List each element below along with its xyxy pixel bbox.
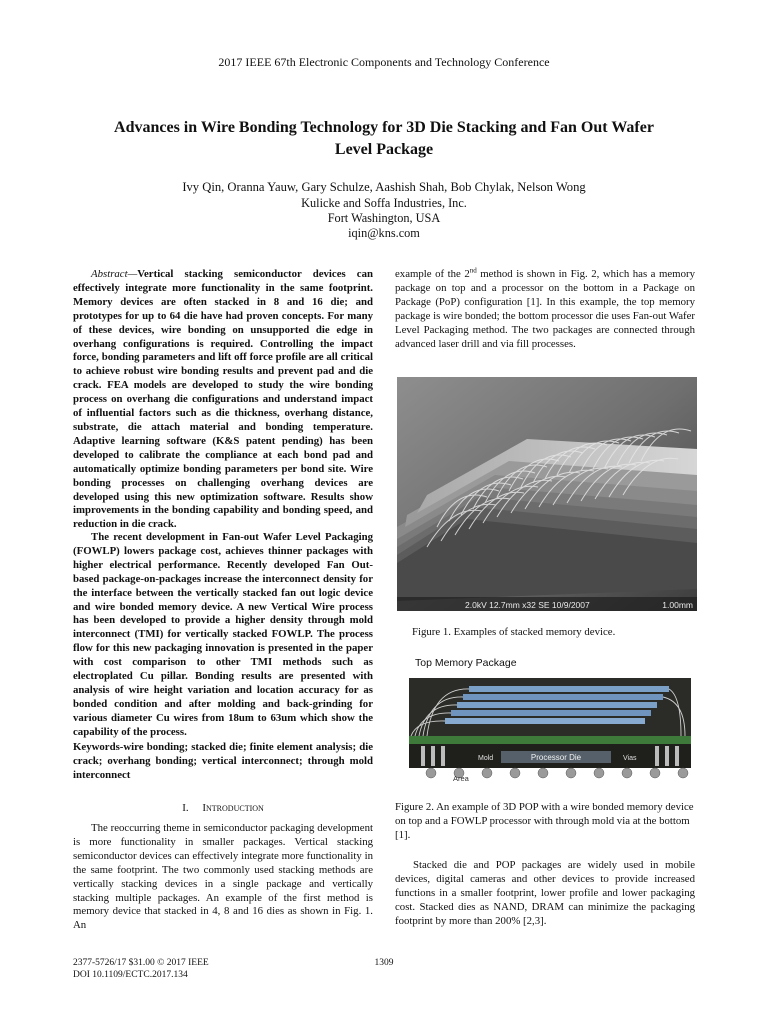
footer-doi: DOI 10.1109/ECTC.2017.134 [73,970,188,980]
right-column-paragraph-1: example of the 2nd method is shown in Fig. 2, which has a memory package on top and a processor on the bottom in a Package on Package (PoP) configuration [1]. In this example, the top memory package is wire bonded; the bottom processor die uses Fan-out Wafer Level Packaging method. The two packages are connected through advanced laser drill and via fill processes. [395,266,695,350]
section-1-title: Introduction [202,802,264,814]
author-affiliation: Kulicke and Soffa Industries, Inc. [301,196,467,210]
top-memory-package-label: Top Memory Package [415,657,517,669]
stacked-die-sem-image [397,377,697,611]
abstract [73,268,373,532]
section-1-paragraph-1: The reoccurring theme in semiconductor packaging development is more functionality in smaller packages. Vertical stacking semiconductor devices can effectively integrate more functionality in the same footprint. The two commonly used stacking methods are vertically stacking devices in a single package and vertically stacking multiple packages. An example of the first method is memory device that stacked in 4, 8 and 16 dies as shown in Fig. 1. An [73,822,373,932]
section-1-heading [73,802,373,816]
processor-die-label: Processor Die [530,753,582,762]
author-names: Ivy Qin, Oranna Yauw, Gary Schulze, Aashish Shah, Bob Chylak, Nelson Wong [182,180,586,194]
figure-2-image [397,648,697,783]
paper-title-line1: Advances in Wire Bonding Technology for 3D Die Stacking and Fan Out Wafer [114,119,654,136]
figure-2-caption-text: Figure 2. An example of 3D POP with a wire bonded memory device on top and a FOWLP processor with through mold via at the bottom [1]. [395,801,694,841]
abstract-text-1: Vertical stacking semiconductor devices can effectively integrate more functionality in the same footprint. Memory devices are often stacked in 8 and 16 die; and prototypes for up to 64 die have had proven concepts. For many of these devices, wire bonding on unsupported die edge in overhang configurations is required. Controlling the impact force, bonding parameters and lift off force profile are all critical to achieve robust wire bonding results and prevent pad and die crack. FEA models are developed to study the wire bonding process on overhang die configurations and understand impact of influential factors such as die thickness, overhang distance, substrate, die attach material and bonding temperature. Adaptive learning software (K&S patent pending) has been developed to calibrate the compliance at each bond pad and automatically optimize bonding parameters per bond site. Wire bonding processes on challenging overhang devices are developed using this new optimization software. Results show improvements in the bonding capability and bonding speed, and reduction in die crack. [73,268,373,531]
page-number: 1309 [374,958,394,968]
keywords [73,741,373,783]
keywords-text: Keywords-wire bonding; stacked die; finite element analysis; die crack; overhang bonding; vertical interconnect; through mold interconnect [73,741,373,781]
paper-title-line2: Level Package [334,141,434,158]
abstract-text-2: The recent development in Fan-out Wafer Level Packaging (FOWLP) lowers package cost, achieves thinner packages with higher electrical performance. Recently developed Fan Out-based package-on-packages increase the interconnect density for the interface between the vertically stacked fan out logic device and wire bonded memory device. A new Vertical Wire process has been developed to provide a higher density through mold interconnect (TMI) for vertically stacked FOWLP. The process flow for this new packaging innovation is presented in the paper with cost comparison to other TMI methods such as electroplated Cu pillar. Bonding results are presented with analysis of wire height variation and location accuracy for as bonded condition and after molding and back-grinding for various diameter Cu wires from 18um to 63um which show the capability of the process. [73,531,373,738]
sem-info-text: 2.0kV 12.7mm x32 SE 10/9/2007 [465,600,590,610]
pop-cross-section-diagram [397,648,697,783]
mold-label: Mold [478,755,494,762]
vias-label: Vias [623,755,637,762]
area-label: Area [453,774,469,783]
abstract-paragraph-1 [73,268,373,532]
footer-left [73,957,373,981]
footer-issn: 2377-5726/17 $31.00 © 2017 IEEE [73,958,209,968]
section-1-body [73,822,373,933]
figure-2-caption [395,801,695,843]
figure-1-caption: Figure 1. Examples of stacked memory device. [412,626,616,638]
section-1-number: I. [182,802,189,814]
paper-title [60,117,708,161]
right-column-paragraph-2 [395,859,695,929]
right-column-paragraph-2-text: Stacked die and POP packages are widely used in mobile devices, digital cameras and other devices to provide increased functions in a smaller footprint, lower profile and lower packaging cost. Stacked dies as NAND, DRAM can minimize the packaging footprint by more than 200% [2,3]. [395,859,695,927]
abstract-paragraph-2 [73,531,373,740]
author-email[interactable]: iqin@kns.com [348,226,420,240]
abstract-label: Abstract— [91,268,138,280]
conference-header: 2017 IEEE 67th Electronic Components and Technology Conference [218,55,550,69]
figure-1-image [397,377,697,611]
author-location: Fort Washington, USA [327,211,441,225]
author-block [60,180,708,241]
sem-scale-text: 1.00mm [662,600,693,610]
